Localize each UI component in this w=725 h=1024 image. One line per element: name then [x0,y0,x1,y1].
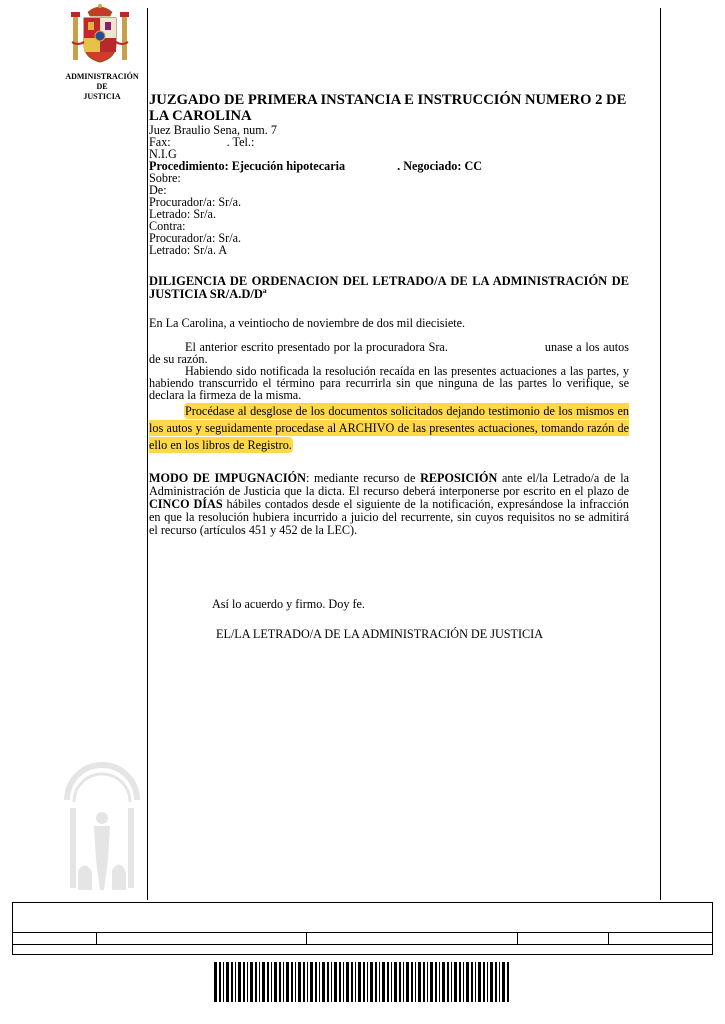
barcode-bar [387,962,389,1002]
cinco-dias: CINCO DÍAS [149,497,223,511]
barcode-bar [295,962,296,1002]
barcode-bar [343,962,344,1002]
barcode-bar [214,962,217,1002]
barcode-bar [454,962,457,1002]
paragraph-2: Habiendo sido notificada la resolución recaída en las presentes actuaciones a las partes, y habiendo transcurrido el término para recurrirla sin que ninguna de las partes lo verifique, se declara la firmeza de la misma. [149,364,629,402]
barcode-bar [490,962,493,1002]
contra-label: Contra: [149,219,186,233]
barcode-bar [322,962,325,1002]
barcode-bar [274,962,277,1002]
barcode-bar [339,962,341,1002]
barcode-bar [430,962,433,1002]
barcode-bar [483,962,485,1002]
letrado-1: Letrado: Sr/a. [149,207,217,221]
modo-label: MODO DE IMPUGNACIÓN [149,471,306,485]
barcode-bar [286,962,289,1002]
barcode-bar [478,962,481,1002]
barcode-bar [502,962,505,1002]
p1-end: unase a los autos de su razón. [149,340,629,366]
barcode-bar [279,962,281,1002]
admin-line-2: DE [96,82,108,91]
barcode-bar [507,962,509,1002]
barcode-bar [439,962,440,1002]
barcode-bar [351,962,353,1002]
barcode-bar [475,962,476,1002]
tel-label: . Tel.: [226,135,255,149]
barcode-bar [435,962,437,1002]
barcode-bar [487,962,488,1002]
letrado-2: Letrado: Sr/a. A [149,243,228,257]
barcode-bar [466,962,469,1002]
negociado: . Negociado: CC [397,159,483,173]
modo-text-3: hábiles contados desde el siguiente de la notificación, expresándose la infracción en que la resolución hubiera incurrido a juicio del recurrente, sin cuyos requisitos no se admitirá el recurso (artículos 451 y 452 de la LEC). [149,497,629,537]
barcode-bar [375,962,377,1002]
barcode-bar [363,962,365,1002]
barcode-bar [447,962,449,1002]
footer-col-3 [517,932,518,944]
barcode-bar [262,962,265,1002]
barcode-bar [415,962,416,1002]
andalucia-watermark-icon [62,760,142,900]
barcode-bar [307,962,308,1002]
barcode-bar [327,962,329,1002]
barcode-bar [358,962,361,1002]
footer-col-4 [608,932,609,944]
right-margin-line [660,8,661,900]
barcode [214,962,510,1002]
barcode-bar [267,962,269,1002]
barcode-bar [370,962,373,1002]
reposicion: REPOSICIÓN [420,471,498,485]
modo-text-1: : mediante recurso de [305,471,421,485]
footer-row-divider-2 [13,944,712,945]
barcode-bar [303,962,305,1002]
barcode-bar [382,962,385,1002]
procedimiento: Procedimiento: Ejecución hipotecaria [149,159,346,173]
barcode-bar [451,962,452,1002]
barcode-bar [243,962,245,1002]
sobre-label: Sobre: [149,171,181,185]
procedimiento-line [149,160,629,172]
barcode-bar [379,962,380,1002]
document-body [149,92,629,537]
barcode-bar [459,962,461,1002]
highlighted-text: Procédase al desglose de los documentos solicitados dejando testimonio de los mismos en los autos y seguidamente procedase al ARCHIVO de las presentes actuaciones, tomando razón de ello en los libros de Registro. [149,404,629,452]
barcode-bar [271,962,272,1002]
paragraph-3-highlighted [149,403,629,454]
modo-text-2: ante el/la Letrado/a de la Administración de Justicia que la dicta. El recurso deberá interponerse por escrito en el plazo de [149,471,629,498]
barcode-bar [442,962,445,1002]
barcode-bar [310,962,313,1002]
barcode-bar [238,962,241,1002]
barcode-bar [226,962,229,1002]
barcode-bar [463,962,464,1002]
barcode-bar [411,962,413,1002]
barcode-bar [315,962,317,1002]
fax-label: Fax: [149,135,171,149]
admin-line-1: ADMINISTRACIÓN [65,72,139,81]
procurador-2: Procurador/a: Sr/a. [149,231,242,245]
left-margin-line [147,8,148,900]
barcode-bar [399,962,401,1002]
fax-tel-line [149,136,629,148]
footer-col-1 [96,932,97,944]
modo-impugnacion [149,472,629,537]
barcode-bar [223,962,224,1002]
barcode-bar [495,962,497,1002]
p1-start: El anterior escrito presentado por la procuradora Sra. [185,340,448,354]
barcode-bar [319,962,320,1002]
barcode-bar [403,962,404,1002]
barcode-bar [255,962,257,1002]
barcode-bar [499,962,500,1002]
barcode-bar [331,962,332,1002]
barcode-bar [334,962,337,1002]
court-address: Juez Braulio Sena, num. 7 [149,123,277,137]
barcode-bar [427,962,428,1002]
coat-of-arms-icon [70,2,130,68]
administration-label [56,72,148,102]
barcode-bar [231,962,233,1002]
barcode-bar [259,962,260,1002]
barcode-bar [355,962,356,1002]
paragraph-1 [149,341,629,365]
barcode-bar [418,962,421,1002]
barcode-bar [247,962,248,1002]
barcode-bar [346,962,349,1002]
barcode-bar [406,962,409,1002]
barcode-bar [391,962,392,1002]
de-label: De: [149,183,167,197]
signature-line-2: EL/LA LETRADO/A DE LA ADMINISTRACIÓN DE JUSTICIA [216,627,544,641]
court-title: JUZGADO DE PRIMERA INSTANCIA E INSTRUCCIÓN NUMERO 2 DE LA CAROLINA [149,92,627,124]
barcode-bar [394,962,397,1002]
barcode-bar [250,962,253,1002]
barcode-bar [235,962,236,1002]
barcode-bar [471,962,473,1002]
barcode-bar [291,962,293,1002]
signature-line-1: Así lo acuerdo y firmo. Doy fe. [212,597,365,611]
diligencia-heading: DILIGENCIA DE ORDENACION DEL LETRADO/A DE LA ADMINISTRACIÓN DE JUSTICIA SR/A.D/Dª [149,274,629,301]
date-line: En La Carolina, a veintiocho de noviembre de dos mil diecisiete. [149,316,466,330]
footer-col-2 [306,932,307,944]
barcode-bar [367,962,368,1002]
admin-line-3: JUSTICIA [83,92,121,101]
procurador-1: Procurador/a: Sr/a. [149,195,242,209]
footer-table [12,902,713,955]
barcode-bar [298,962,301,1002]
barcode-bar [423,962,425,1002]
barcode-bar [219,962,221,1002]
nig-label: N.I.G [149,147,177,161]
barcode-bar [283,962,284,1002]
